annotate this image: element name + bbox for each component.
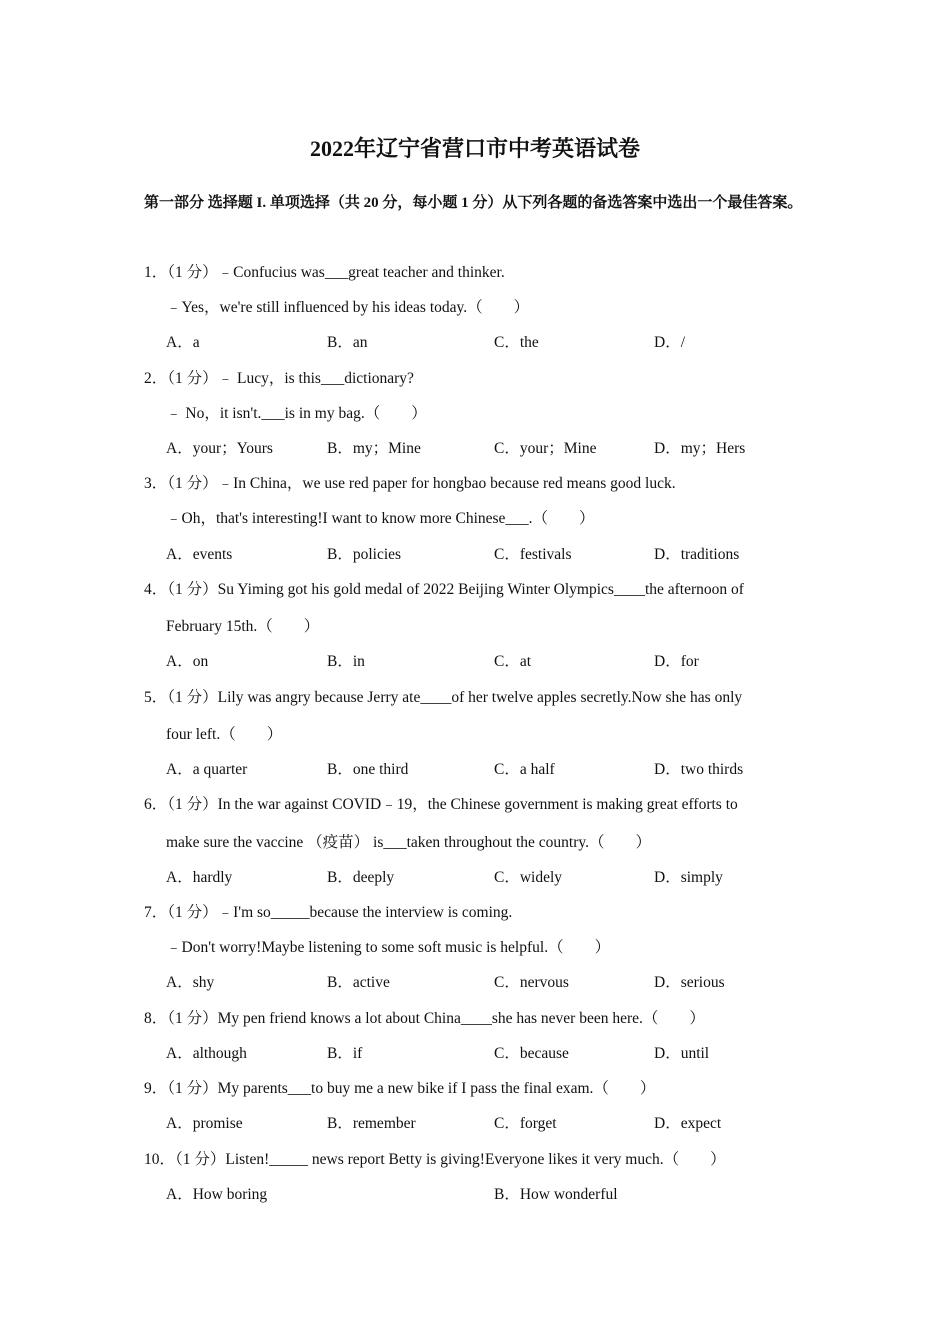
question-7-option-d: D．serious xyxy=(654,974,725,991)
question-2-line-1: 2．（1 分）﹣ Lucy，is this___dictionary? xyxy=(144,370,414,387)
question-5-option-b: B．one third xyxy=(327,761,409,778)
question-10-option-a: A．How boring xyxy=(166,1186,268,1203)
question-9-option-b: B．remember xyxy=(327,1115,416,1132)
question-2-option-c: C．your；Mine xyxy=(494,440,597,457)
question-3-option-a: A．events xyxy=(166,546,233,563)
question-3-option-c: C．festivals xyxy=(494,546,572,563)
question-1-option-d: D．/ xyxy=(654,334,686,351)
question-8-option-d: D．until xyxy=(654,1045,710,1062)
question-4-option-b: B．in xyxy=(327,653,365,670)
question-10-line-1: 10．（1 分）Listen!_____ news report Betty is giving!Everyone likes it very much.（ ） xyxy=(144,1151,726,1168)
question-4-option-d: D．for xyxy=(654,653,699,670)
question-6-line-2: make sure the vaccine （疫苗） is___taken throughout the country.（ ） xyxy=(166,834,651,851)
question-1-option-c: C．the xyxy=(494,334,539,351)
question-6-option-b: B．deeply xyxy=(327,869,395,886)
section-heading: 第一部分 选择题 I. 单项选择（共 20 分，每小题 1 分）从下列各题的备选答案中选出一个最佳答案。 xyxy=(144,195,803,211)
question-2-line-2: ﹣ No，it isn't.___is in my bag.（ ） xyxy=(166,405,427,422)
question-9-option-a: A．promise xyxy=(166,1115,243,1132)
question-3-line-1: 3．（1 分）﹣In China，we use red paper for hongbao because red means good luck. xyxy=(144,475,676,492)
question-8-line-1: 8．（1 分）My pen friend knows a lot about China____she has never been here.（ ） xyxy=(144,1010,705,1027)
question-8-option-c: C．because xyxy=(494,1045,569,1062)
question-1-option-a: A．a xyxy=(166,334,200,351)
question-6-option-c: C．widely xyxy=(494,869,563,886)
question-4-option-a: A．on xyxy=(166,653,209,670)
question-3-option-b: B．policies xyxy=(327,546,402,563)
question-9-line-1: 9．（1 分）My parents___to buy me a new bike if I pass the final exam.（ ） xyxy=(144,1080,656,1097)
question-2-option-a: A．your；Yours xyxy=(166,440,273,457)
question-4-line-2: February 15th.（ ） xyxy=(166,618,320,635)
question-1-line-1: 1．（1 分）﹣Confucius was___great teacher and thinker. xyxy=(144,264,505,281)
question-6-line-1: 6．（1 分）In the war against COVID﹣19，the Chinese government is making great efforts to xyxy=(144,796,738,813)
question-7-line-1: 7．（1 分）﹣I'm so_____because the interview is coming. xyxy=(144,904,513,921)
question-5-option-a: A．a quarter xyxy=(166,761,248,778)
page-title: 2022年辽宁省营口市中考英语试卷 xyxy=(309,136,640,161)
question-5-line-1: 5．（1 分）Lily was angry because Jerry ate____of her twelve apples secretly.Now she has only xyxy=(144,689,743,706)
question-9-option-d: D．expect xyxy=(654,1115,722,1132)
question-4-option-c: C．at xyxy=(494,653,532,670)
question-3-option-d: D．traditions xyxy=(654,546,740,563)
question-5-line-2: four left.（ ） xyxy=(166,726,283,743)
question-8-option-a: A．although xyxy=(166,1045,247,1062)
question-6-option-d: D．simply xyxy=(654,869,723,886)
question-7-option-b: B．active xyxy=(327,974,390,991)
question-8-option-b: B．if xyxy=(327,1045,363,1062)
question-7-option-a: A．shy xyxy=(166,974,215,991)
question-2-option-d: D．my；Hers xyxy=(654,440,746,457)
question-5-option-d: D．two thirds xyxy=(654,761,744,778)
question-9-option-c: C．forget xyxy=(494,1115,557,1132)
question-10-option-b: B．How wonderful xyxy=(494,1186,618,1203)
question-4-line-1: 4．（1 分）Su Yiming got his gold medal of 2022 Beijing Winter Olympics____the afternoon of xyxy=(144,581,744,598)
question-5-option-c: C．a half xyxy=(494,761,555,778)
question-3-line-2: ﹣Oh，that's interesting!I want to know more Chinese___.（ ） xyxy=(166,510,595,527)
question-1-line-2: ﹣Yes，we're still influenced by his ideas today.（ ） xyxy=(166,299,530,316)
question-1-option-b: B．an xyxy=(327,334,368,351)
question-6-option-a: A．hardly xyxy=(166,869,233,886)
question-7-option-c: C．nervous xyxy=(494,974,569,991)
question-2-option-b: B．my；Mine xyxy=(327,440,421,457)
question-7-line-2: ﹣Don't worry!Maybe listening to some soft music is helpful.（ ） xyxy=(166,939,611,956)
